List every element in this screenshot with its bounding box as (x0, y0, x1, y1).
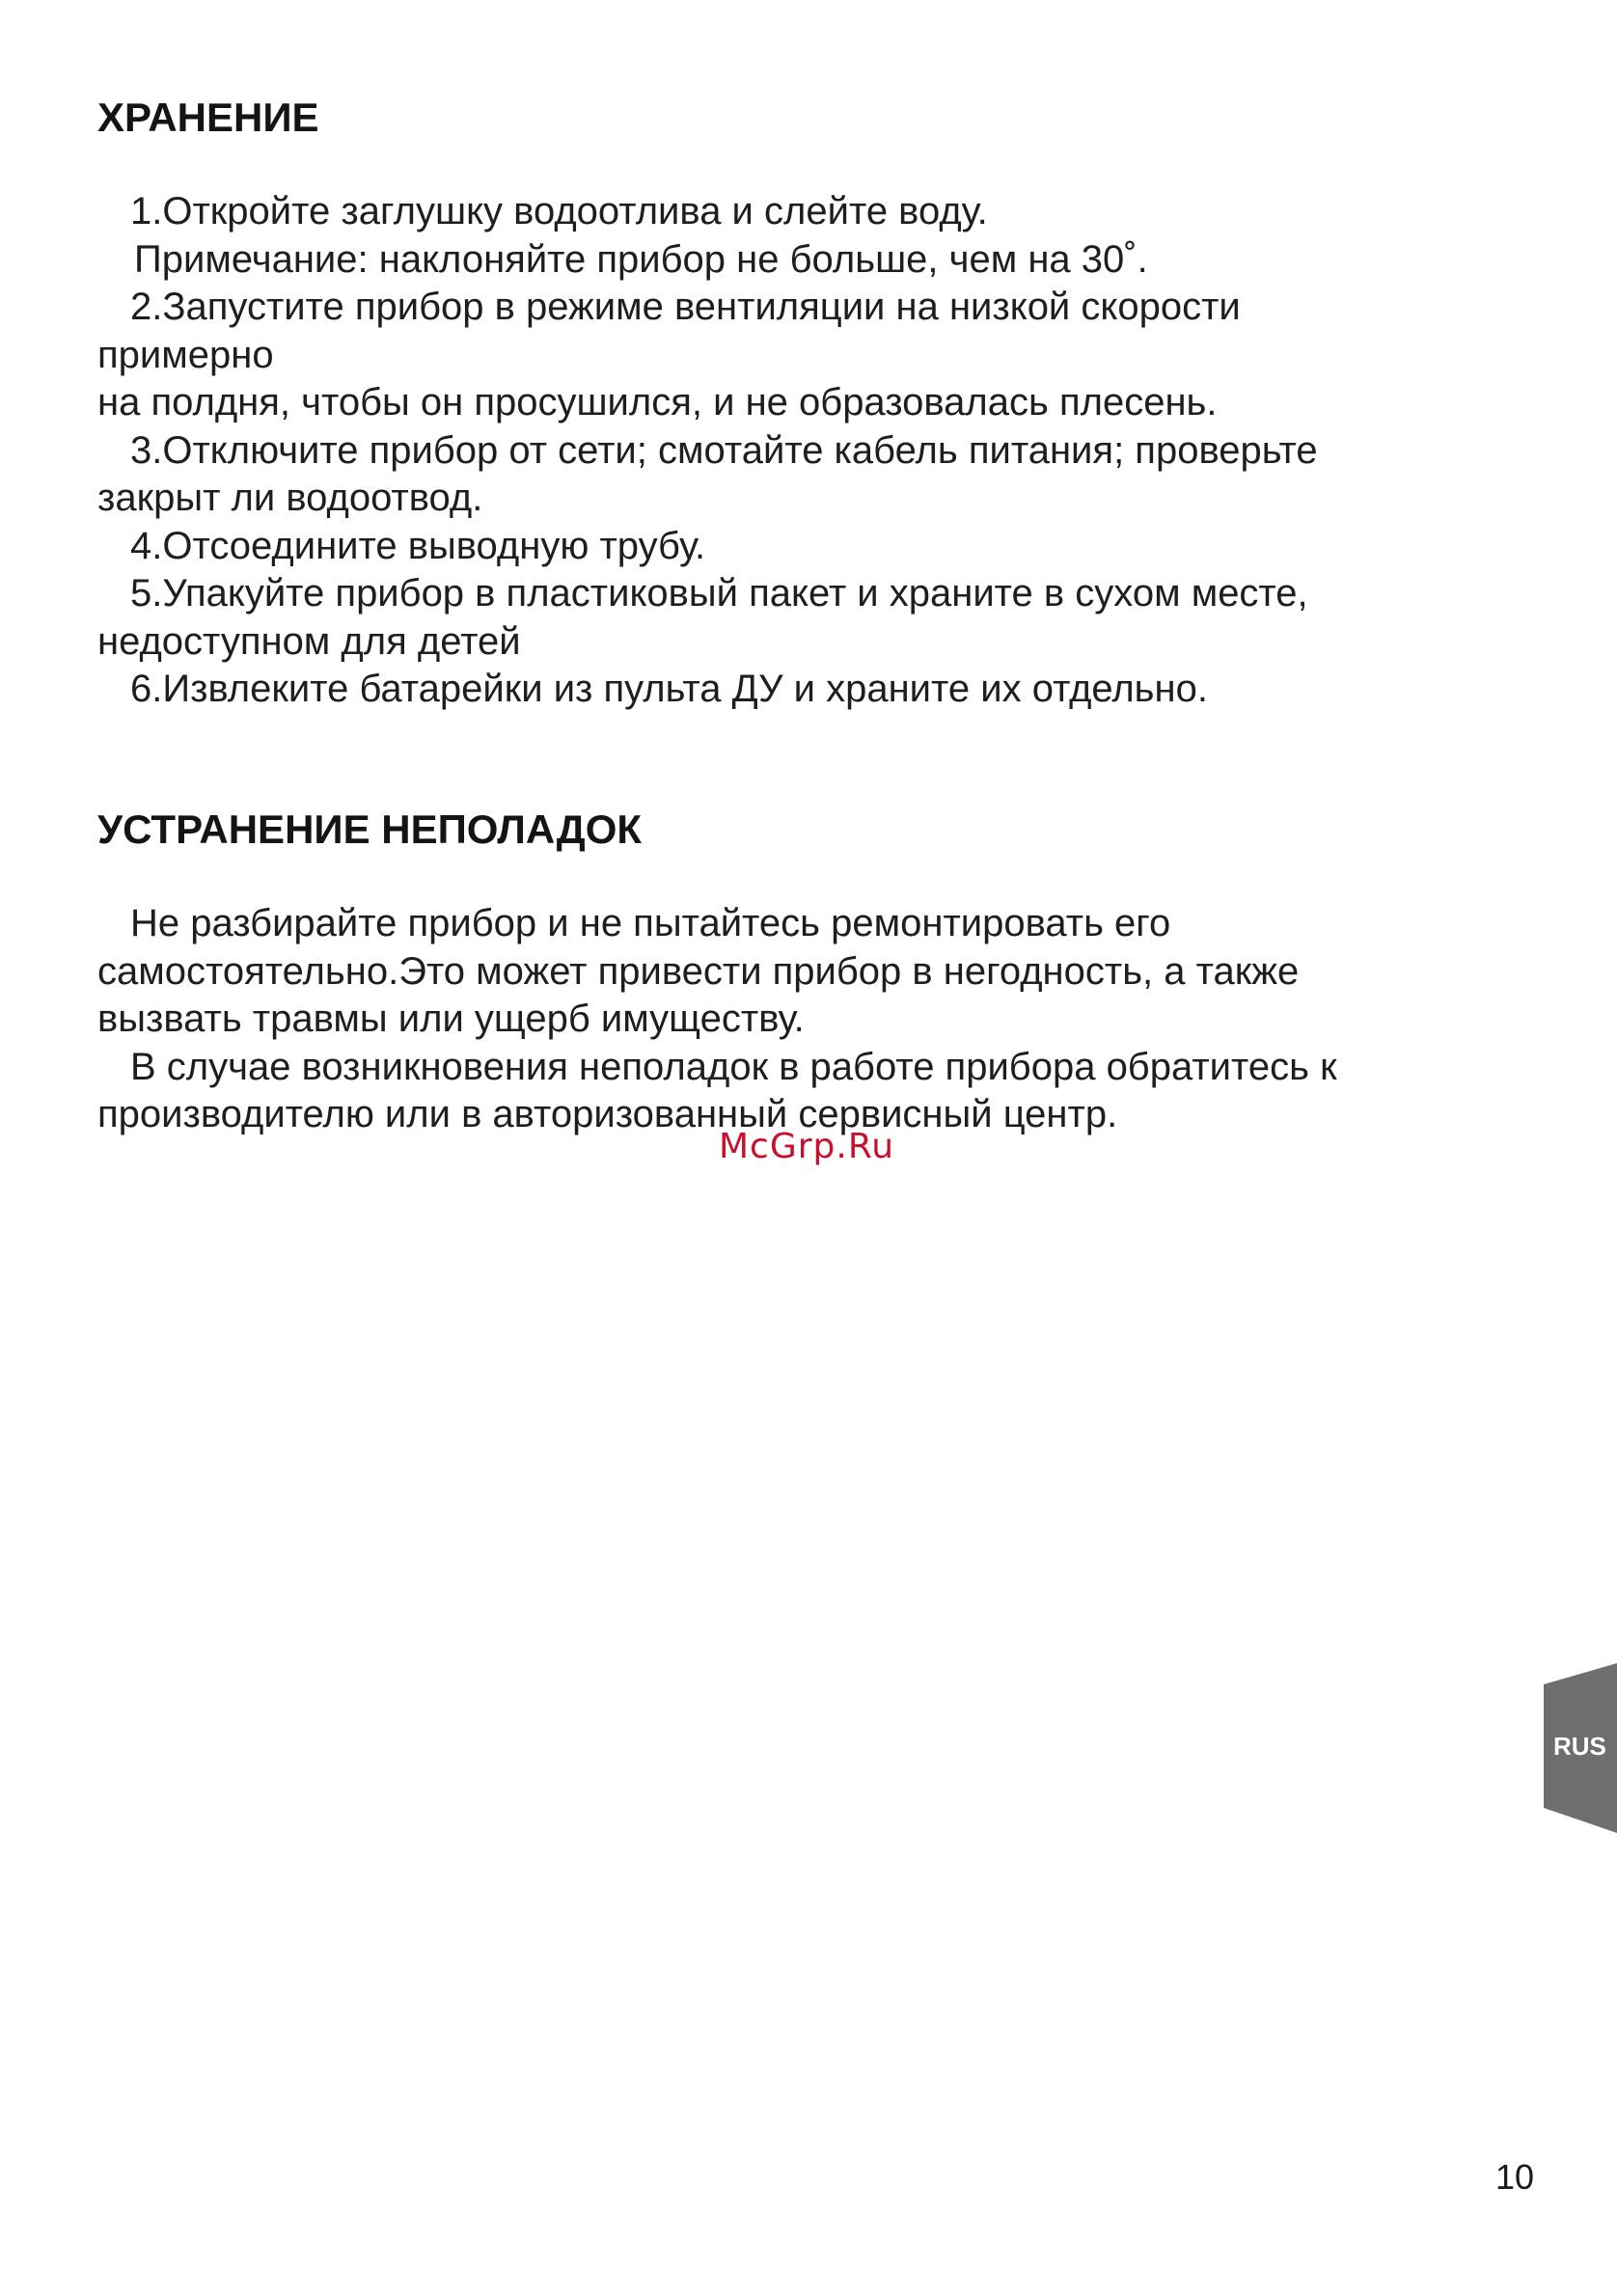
storage-section (97, 95, 1506, 141)
storage-step-3-cont: закрыт ли водоотвод. (97, 477, 483, 519)
storage-step-5: 5.Упакуйте прибор в пластиковый пакет и храните в сухом месте, (130, 572, 1308, 615)
troubleshooting-para-2: В случае возникновения неполадок в работе прибора обратитесь к (130, 1045, 1337, 1088)
watermark-text: McGrp.Ru (719, 1127, 895, 1166)
troubleshooting-section (97, 806, 1506, 853)
troubleshooting-body (97, 900, 1506, 1139)
storage-step-2-cont: на полдня, чтобы он просушился, и не образовалась плесень. (97, 381, 1218, 424)
language-tab (1544, 1663, 1617, 1833)
storage-step-6: 6.Извлеките батарейки из пульта ДУ и храните их отдельно. (130, 668, 1208, 710)
storage-step-2: 2.Запустите прибор в режиме вентиляции на низкой скорости (130, 286, 1241, 328)
storage-note: Примечание: наклоняйте прибор не больше, чем на 30˚. (134, 237, 1148, 281)
storage-step-2-cont: примерно (97, 333, 274, 376)
storage-heading: ХРАНЕНИЕ (97, 95, 319, 140)
troubleshooting-para-1-cont: самостоятельно.Это может привести прибор в негодность, а также (97, 949, 1300, 993)
language-tab-label: RUS (1553, 1732, 1606, 1761)
storage-step-3: 3.Отключите прибор от сети; смотайте кабель питания; проверьте (130, 428, 1318, 472)
troubleshooting-para-1: Не разбирайте прибор и не пытайтесь ремонтировать его (130, 902, 1171, 944)
storage-body (97, 188, 1506, 714)
troubleshooting-para-1-cont: вызвать травмы или ущерб имуществу. (97, 998, 805, 1040)
storage-step-1: 1.Откройте заглушку водоотлива и слейте воду. (130, 190, 988, 232)
troubleshooting-heading: УСТРАНЕНИЕ НЕПОЛАДОК (97, 806, 643, 852)
storage-step-4: 4.Отсоедините выводную трубу. (130, 524, 706, 567)
troubleshooting-para-2-cont: производителю или в авторизованный сервисный центр. (97, 1093, 1118, 1135)
page-number: 10 (1494, 2157, 1534, 2197)
storage-step-5-cont: недоступном для детей (97, 619, 521, 663)
